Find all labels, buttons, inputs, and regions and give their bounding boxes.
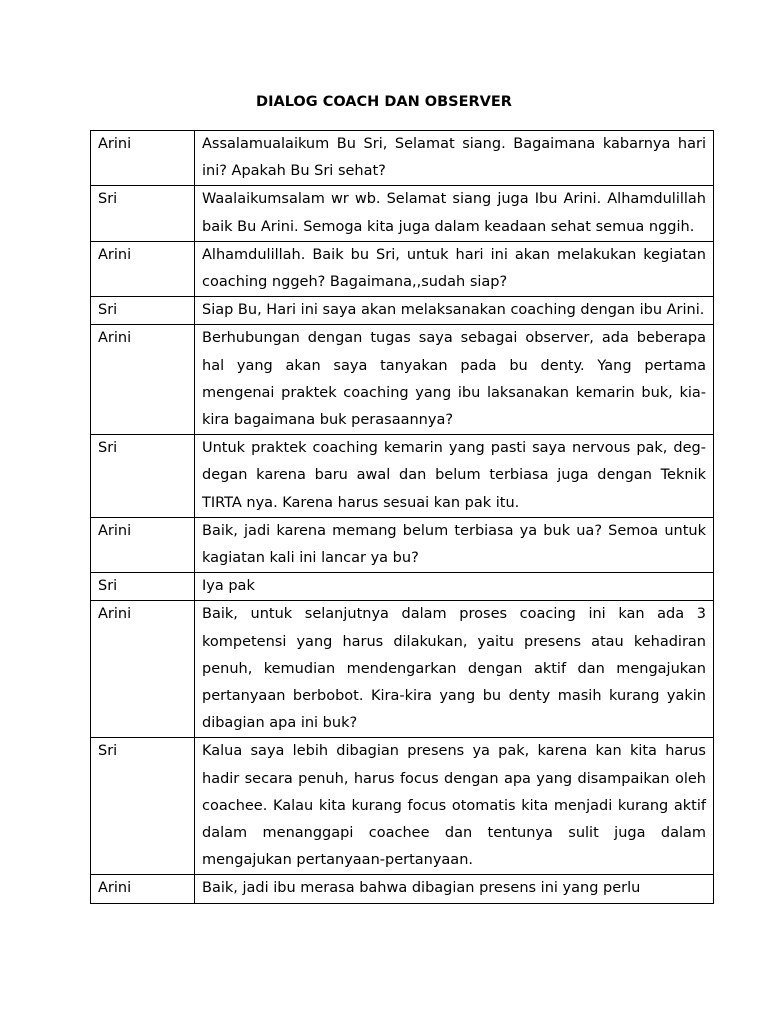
speaker-cell: Sri: [91, 738, 195, 875]
utterance-cell: Alhamdulillah. Baik bu Sri, untuk hari ini akan melakukan kegiatan coaching nggeh? Bagaimana,,sudah siap?: [195, 241, 714, 296]
utterance-cell: Iya pak: [195, 573, 714, 601]
table-row: [91, 131, 714, 186]
table-row: [91, 875, 714, 903]
speaker-cell: Arini: [91, 601, 195, 738]
speaker-cell: Arini: [91, 131, 195, 186]
utterance-cell: Baik, jadi karena memang belum terbiasa ya buk ua? Semoa untuk kagiatan kali ini lancar ya bu?: [195, 517, 714, 572]
dialog-table: [90, 130, 714, 904]
speaker-cell: Sri: [91, 435, 195, 518]
utterance-cell: Baik, untuk selanjutnya dalam proses coacing ini kan ada 3 kompetensi yang harus dilakukan, yaitu presens atau kehadiran penuh, kemudian mendengarkan dengan aktif dan mengajukan pertanyaan berbobot. Kira-kira yang bu denty masih kurang yakin dibagian apa ini buk?: [195, 601, 714, 738]
table-row: [91, 241, 714, 296]
speaker-cell: Sri: [91, 573, 195, 601]
table-row: [91, 325, 714, 435]
speaker-cell: Sri: [91, 186, 195, 241]
utterance-cell: Berhubungan dengan tugas saya sebagai observer, ada beberapa hal yang akan saya tanyakan pada bu denty. Yang pertama mengenai praktek coaching yang ibu laksanakan kemarin buk, kia-kira bagaimana buk perasaannya?: [195, 325, 714, 435]
speaker-cell: Sri: [91, 297, 195, 325]
utterance-cell: Kalua saya lebih dibagian presens ya pak, karena kan kita harus hadir secara penuh, harus focus dengan apa yang disampaikan oleh coachee. Kalau kita kurang focus otomatis kita menjadi kurang aktif dalam menanggapi coachee dan tentunya sulit juga dalam mengajukan pertanyaan-pertanyaan.: [195, 738, 714, 875]
table-row: [91, 297, 714, 325]
speaker-cell: Arini: [91, 517, 195, 572]
speaker-cell: Arini: [91, 325, 195, 435]
table-row: [91, 186, 714, 241]
table-row: [91, 738, 714, 875]
utterance-cell: Untuk praktek coaching kemarin yang pasti saya nervous pak, deg-degan karena baru awal dan belum terbiasa juga dengan Teknik TIRTA nya. Karena harus sesuai kan pak itu.: [195, 435, 714, 518]
speaker-cell: Arini: [91, 241, 195, 296]
table-row: [91, 435, 714, 518]
table-row: [91, 601, 714, 738]
table-row: [91, 573, 714, 601]
speaker-cell: Arini: [91, 875, 195, 903]
utterance-cell: Waalaikumsalam wr wb. Selamat siang juga Ibu Arini. Alhamdulillah baik Bu Arini. Semoga kita juga dalam keadaan sehat semua nggih.: [195, 186, 714, 241]
page-title: DIALOG COACH DAN OBSERVER: [256, 94, 512, 110]
utterance-cell: Baik, jadi ibu merasa bahwa dibagian presens ini yang perlu: [195, 875, 714, 903]
utterance-cell: Siap Bu, Hari ini saya akan melaksanakan coaching dengan ibu Arini.: [195, 297, 714, 325]
table-row: [91, 517, 714, 572]
utterance-cell: Assalamualaikum Bu Sri, Selamat siang. Bagaimana kabarnya hari ini? Apakah Bu Sri sehat?: [195, 131, 714, 186]
